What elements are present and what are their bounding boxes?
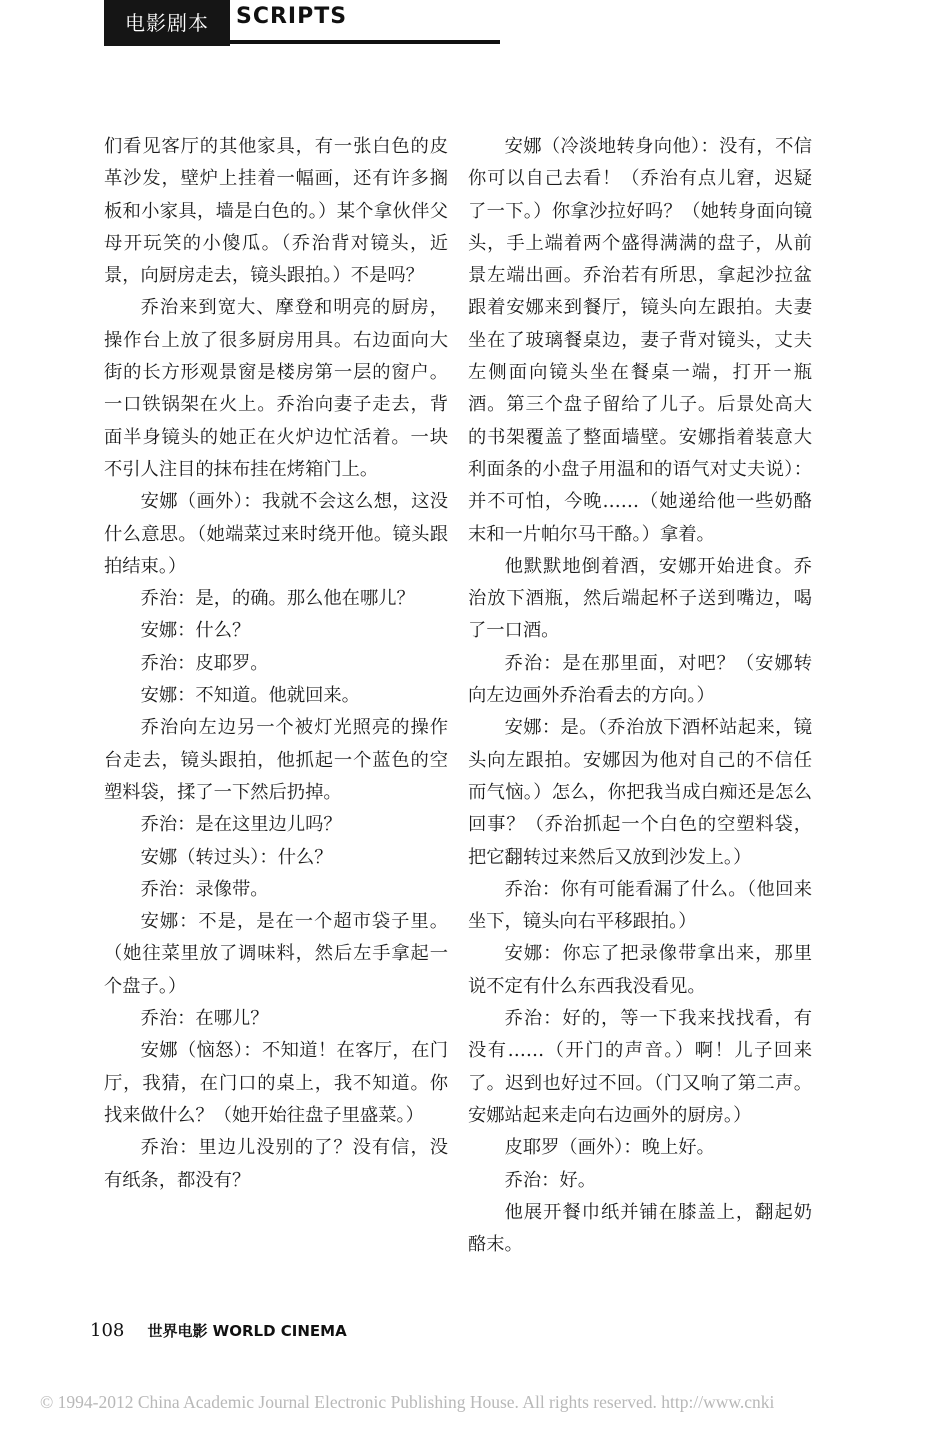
page-footer [90, 1320, 347, 1341]
script-paragraph: 乔治来到宽大、摩登和明亮的厨房，操作台上放了很多厨房用具。右边面向大街的长方形观景窗是楼房第一层的窗户。一口铁锅架在火上。乔治向妻子走去，背面半身镜头的她正在火炉边忙活着。一块不引人注目的抹布挂在烤箱门上。 [104, 297, 448, 480]
script-paragraph: 们看见客厅的其他家具，有一张白色的皮革沙发，壁炉上挂着一幅画，还有许多搁板和小家具，墙是白色的。）某个拿伙伴父母开玩笑的小傻瓜。（乔治背对镜头，近景，向厨房走去，镜头跟拍。）不是吗？ [104, 136, 448, 287]
script-paragraph: 安娜（冷淡地转身向他）：没有，不信你可以自己去看！（乔治有点儿窘，迟疑了一下。）你拿沙拉好吗？（她转身面向镜头，手上端着两个盛得满满的盘子，从前景左端出画。乔治若有所思，拿起沙拉盆跟着安娜来到餐厅，镜头向左跟拍。夫妻坐在了玻璃餐桌边，妻子背对镜头，丈夫左侧面向镜头坐在餐桌一端，打开一瓶酒。第三个盘子留给了儿子。后景处高大的书架覆盖了整面墙壁。安娜指着装意大利面条的小盘子用温和的语气对丈夫说）：并不可怕，今晚……（她递给他一些奶酪末和一片帕尔马干酪。）拿着。 [468, 136, 812, 545]
script-paragraph: 安娜（转过头）：什么？ [140, 846, 333, 868]
left-column [104, 131, 448, 1197]
script-paragraph: 乔治：皮耶罗。 [140, 652, 269, 674]
header-rule [230, 40, 500, 44]
script-paragraph: 安娜：不知道。他就回来。 [140, 685, 360, 707]
script-paragraph: 乔治：是在这里边儿吗？ [140, 814, 342, 836]
script-paragraph: 乔治：好。 [504, 1169, 596, 1191]
script-paragraph: 安娜：你忘了把录像带拿出来，那里说不定有什么东西我没看见。 [468, 943, 812, 997]
script-paragraph: 安娜（画外）：我就不会这么想，这没什么意思。（她端菜过来时绕开他。镜头跟拍结束。） [104, 491, 448, 577]
copyright-notice: © 1994-2012 China Academic Journal Electronic Publishing House. All rights reserved. http://www.cnki [40, 1392, 775, 1412]
script-paragraph: 乔治：你有可能看漏了什么。（他回来坐下，镜头向右平移跟拍。） [468, 878, 812, 933]
script-paragraph: 安娜：是。（乔治放下酒杯站起来，镜头向左跟拍。安娜因为他对自己的不信任而气恼。）怎么，你把我当成白痴还是怎么回事？（乔治抓起一个白色的空塑料袋，把它翻转过来然后又放到沙发上。） [468, 717, 812, 868]
script-paragraph: 他默默地倒着酒，安娜开始进食。乔治放下酒瓶，然后端起杯子送到嘴边，喝了一口酒。 [468, 555, 812, 642]
script-paragraph: 乔治：里边儿没别的了？没有信，没有纸条，都没有？ [104, 1137, 448, 1191]
right-column [468, 131, 812, 1261]
script-paragraph: 乔治向左边另一个被灯光照亮的操作台走去，镜头跟拍，他抓起一个蓝色的空塑料袋，揉了一下然后扔掉。 [104, 717, 448, 803]
script-paragraph: 乔治：是在那里面，对吧？（安娜转向左边画外乔治看去的方向。） [468, 652, 812, 707]
script-paragraph: 乔治：录像带。 [140, 878, 269, 900]
script-paragraph: 皮耶罗（画外）：晚上好。 [504, 1137, 715, 1159]
script-paragraph: 他展开餐巾纸并铺在膝盖上，翻起奶酪末。 [468, 1201, 812, 1256]
page-number: 108 [90, 1320, 125, 1341]
section-tag: 电影剧本 [104, 0, 230, 46]
script-paragraph: 乔治：好的，等一下我来找找看，有没有……（开门的声音。）啊！儿子回来了。迟到也好过不回。（门又响了第二声。安娜站起来走向右边画外的厨房。） [468, 1008, 812, 1126]
section-title: SCRIPTS [236, 4, 348, 29]
script-paragraph: 安娜：什么？ [140, 620, 251, 642]
script-paragraph: 乔治：在哪儿？ [140, 1008, 269, 1030]
script-paragraph: 安娜（恼怒）：不知道！在客厅，在门厅，我猜，在门口的桌上，我不知道。你找来做什么？（她开始往盘子里盛菜。） [104, 1040, 448, 1126]
script-paragraph: 乔治：是，的确。那么他在哪儿？ [140, 588, 415, 610]
script-paragraph: 安娜：不是，是在一个超市袋子里。（她往菜里放了调味料，然后左手拿起一个盘子。） [104, 911, 448, 997]
journal-name: 世界电影 WORLD CINEMA [147, 1322, 347, 1340]
